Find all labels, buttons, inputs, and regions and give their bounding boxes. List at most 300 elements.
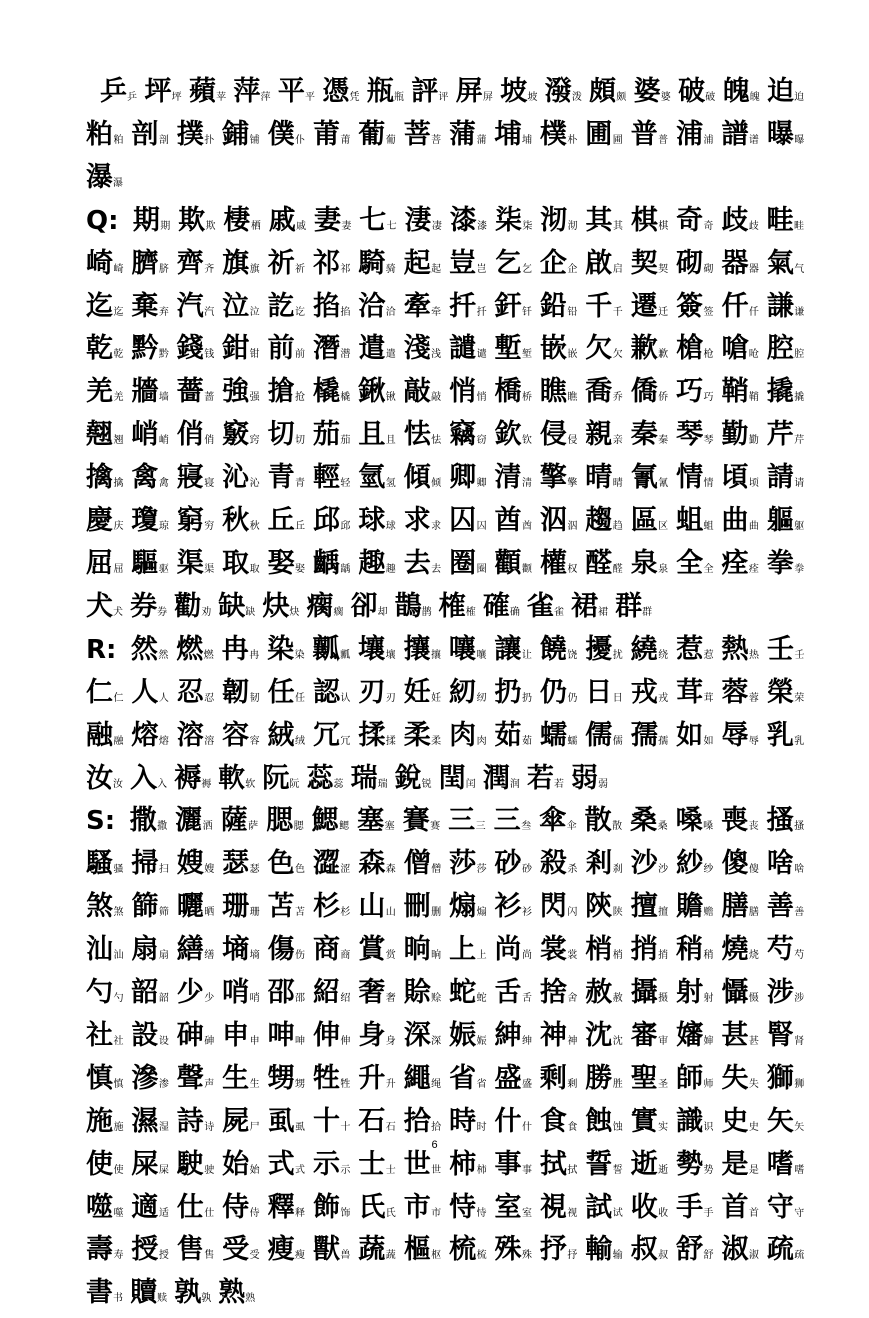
character-pair [86,1234,126,1266]
simplified-character: 栖 [250,220,262,232]
character-pair [358,1191,398,1223]
character-pair [721,333,761,365]
traditional-character: 七 [359,204,386,236]
character-pair [449,376,489,408]
character-pair [222,247,262,279]
traditional-character: 殺 [539,848,567,880]
traditional-character: 茄 [312,419,340,451]
traditional-character: 喪 [721,805,748,837]
traditional-character: 瓶 [366,76,393,107]
character-pair [403,1148,444,1180]
character-pair [358,1234,398,1266]
simplified-character: 妊 [431,692,442,704]
simplified-character: 沏 [567,220,579,232]
simplified-character: 钦 [521,435,533,447]
simplified-character: 入 [157,778,168,790]
traditional-character: 紗 [676,848,703,880]
traditional-character: 秋 [222,505,249,537]
simplified-character: 区 [658,521,669,533]
character-pair [312,719,353,751]
traditional-character: 臍 [131,247,158,279]
character-pair [539,247,580,279]
simplified-character: 审 [658,1035,669,1047]
character-pair [358,719,398,751]
traditional-character: 勢 [676,1148,703,1180]
character-pair [267,977,308,1009]
simplified-character: 掐 [340,306,351,318]
character-pair [394,590,434,622]
character-pair [449,891,489,923]
simplified-character: 柔 [431,735,442,747]
simplified-character: 起 [431,263,442,275]
simplified-character: 少 [204,993,215,1005]
character-pair [721,977,761,1009]
traditional-character: 熔 [131,719,158,751]
character-pair [721,1019,761,1051]
traditional-character: 剖 [131,118,158,150]
character-pair [131,676,171,708]
simplified-character: 啥 [794,864,805,876]
traditional-character: 慶 [86,505,113,537]
simplified-character: 浅 [431,349,442,361]
simplified-character: 省 [476,1078,487,1090]
traditional-character: 傻 [721,848,748,880]
traditional-character: 刃 [358,676,385,708]
simplified-character: 仕 [204,1207,215,1219]
character-pair [131,462,171,494]
character-pair [86,161,125,193]
character-pair [721,633,762,665]
traditional-character: 嫂 [176,848,204,880]
traditional-character: 擅 [630,891,658,923]
character-pair [131,505,171,537]
traditional-character: 泅 [539,505,567,537]
simplified-character: 收 [658,1207,669,1219]
traditional-character: 認 [312,676,340,708]
traditional-character: 熱 [721,633,748,665]
traditional-character: 肉 [449,719,476,751]
simplified-character: 伤 [295,950,306,962]
traditional-character: 喬 [585,376,612,408]
simplified-character: 舒 [703,1250,714,1262]
simplified-character: 乾 [113,349,124,361]
character-pair [585,247,625,279]
traditional-character: 祈 [267,247,294,279]
character-pair [403,118,444,150]
simplified-character: 捎 [658,950,669,962]
traditional-character: 聖 [630,1062,658,1094]
character-pair [676,1062,716,1094]
traditional-character: 然 [130,633,158,665]
character-pair [402,805,443,837]
traditional-character: 身 [358,1019,385,1051]
character-pair [630,505,671,537]
character-pair [176,1148,217,1180]
character-pair [86,1277,125,1309]
traditional-character: 泣 [222,290,249,322]
simplified-character: 洽 [385,306,397,318]
character-pair [676,977,716,1009]
simplified-character: 授 [158,1250,170,1262]
simplified-character: 侍 [249,1207,261,1219]
traditional-character: 迄 [86,290,113,322]
simplified-character: 婆 [660,92,671,103]
simplified-character: 弱 [598,778,609,790]
simplified-character: 颇 [616,92,627,103]
simplified-character: 群 [642,606,653,618]
traditional-character: 晌 [403,934,431,966]
traditional-character: 其 [585,204,612,236]
traditional-character: 鍬 [358,376,385,408]
character-pair [766,204,806,236]
character-pair [86,719,126,751]
character-pair [267,891,308,923]
traditional-character: 汽 [176,290,204,322]
traditional-character: 埔 [494,118,521,150]
simplified-character: 奇 [703,220,714,232]
simplified-character: 噬 [113,1207,124,1219]
simplified-character: 逝 [658,1164,669,1176]
simplified-character: 肾 [794,1035,805,1047]
simplified-character: 生 [249,1078,261,1090]
traditional-character: 拳 [766,547,794,579]
character-pair [86,977,126,1009]
character-pair [222,462,262,494]
simplified-character: 圃 [612,134,624,146]
simplified-character: 释 [295,1207,306,1219]
simplified-character: 畦 [794,220,804,232]
traditional-character: 清 [494,462,521,494]
character-pair [188,76,228,107]
traditional-character: 試 [585,1191,612,1223]
traditional-character: 粕 [86,118,113,150]
traditional-character: 巧 [676,376,703,408]
character-pair [144,76,183,107]
traditional-character: 球 [358,505,385,537]
simplified-character: 泣 [249,306,261,318]
traditional-character: 少 [176,977,204,1009]
simplified-character: 拳 [794,563,805,575]
traditional-character: 淒 [404,204,431,236]
character-pair [86,848,126,880]
character-pair [676,505,716,537]
character-pair [449,1148,489,1180]
simplified-character: 禽 [158,478,170,490]
character-pair [358,633,398,665]
character-pair [449,1062,489,1094]
character-pair [313,204,354,236]
simplified-character: 绍 [340,993,351,1005]
simplified-character: 泉 [658,563,669,575]
simplified-character: 纫 [476,692,487,704]
character-pair [630,1019,671,1051]
simplified-character: 赊 [431,993,442,1005]
character-pair [675,805,716,837]
character-pair [358,1062,398,1094]
traditional-character: 頗 [589,76,616,107]
traditional-character: 熟 [218,1277,245,1309]
simplified-character: 衫 [521,907,533,919]
traditional-character: 邵 [267,977,294,1009]
simplified-character: 桑 [657,821,669,833]
simplified-character: 峭 [158,435,170,447]
character-pair [86,333,126,365]
traditional-character: 瘦 [267,1234,294,1266]
simplified-character: 涩 [340,864,351,876]
traditional-character: 旗 [222,247,249,279]
character-pair [676,1234,716,1266]
traditional-character: 牲 [312,1062,340,1094]
simplified-character: 惹 [703,649,715,661]
simplified-character: 然 [158,649,169,661]
simplified-character: 旗 [249,263,261,275]
character-pair [494,934,535,966]
character-pair [277,76,317,107]
traditional-character: 閃 [539,891,567,923]
traditional-character: 瑞 [350,762,377,794]
simplified-character: 迁 [658,306,669,318]
simplified-character: 赛 [430,821,441,833]
character-pair [721,1148,761,1180]
character-pair [493,805,534,837]
traditional-character: 僑 [630,376,658,408]
simplified-character: 趋 [612,521,624,533]
character-pair [403,1191,444,1223]
character-pair [721,118,761,150]
character-pair [585,1062,625,1094]
character-pair [358,934,398,966]
simplified-character: 齐 [204,263,215,275]
character-pair [676,1148,716,1180]
simplified-character: 揉 [385,735,397,747]
character-pair [494,1062,535,1094]
character-pair [86,1062,126,1094]
simplified-character: 强 [249,392,261,404]
simplified-character: 牲 [340,1078,351,1090]
traditional-character: 裙 [571,590,598,622]
simplified-character: 施 [113,1121,124,1133]
character-pair [86,590,125,622]
simplified-character: 虱 [295,1121,306,1133]
traditional-character: 全 [676,547,703,579]
simplified-character: 日 [612,692,624,704]
character-pair [449,419,489,451]
character-pair [131,547,171,579]
character-pair [311,805,352,837]
simplified-character: 氰 [658,478,669,490]
simplified-character: 钎 [521,306,533,318]
simplified-character: 润 [509,778,520,790]
traditional-character: 酋 [494,505,521,537]
character-pair [358,376,398,408]
character-pair [131,977,171,1009]
traditional-character: 贖 [130,1277,157,1309]
traditional-character: 善 [766,891,794,923]
character-pair [585,633,625,665]
simplified-character: 荣 [794,692,805,704]
traditional-character: 迫 [767,76,794,107]
character-pair [267,118,308,150]
simplified-character: 嫂 [204,864,215,876]
simplified-character: 渠 [204,563,215,575]
traditional-character: 奇 [676,204,703,236]
simplified-character: 萨 [248,821,259,833]
traditional-character: 遣 [358,333,385,365]
simplified-character: 叁 [521,821,532,833]
traditional-character: 式 [267,1148,294,1180]
section-letter: R: [86,634,117,665]
simplified-character: 瀑 [113,177,123,189]
traditional-character: 蔬 [358,1234,385,1266]
traditional-character: 欠 [585,333,612,365]
traditional-character: 收 [630,1191,658,1223]
traditional-character: 氣 [766,247,794,279]
traditional-character: 石 [358,1105,385,1137]
simplified-character: 窍 [249,435,261,447]
character-pair [403,1062,444,1094]
traditional-character: 扔 [494,676,521,708]
traditional-character: 親 [585,419,612,451]
simplified-character: 僧 [431,864,442,876]
traditional-character: 芹 [766,419,794,451]
traditional-character: 韶 [131,977,158,1009]
character-pair [222,419,262,451]
simplified-character: 尚 [521,950,533,962]
traditional-character: 哨 [222,977,249,1009]
traditional-character: 青 [267,462,294,494]
simplified-character: 式 [295,1164,306,1176]
simplified-character: 柿 [476,1164,487,1176]
simplified-character: 舍 [567,993,578,1005]
simplified-character: 绒 [295,735,306,747]
character-pair [494,547,535,579]
traditional-character: 侵 [539,419,567,451]
traditional-character: 企 [539,247,567,279]
simplified-character: 囚 [476,521,487,533]
simplified-character: 十 [340,1121,351,1133]
character-pair [312,891,353,923]
character-pair [312,676,353,708]
traditional-character: 稍 [676,934,703,966]
simplified-character: 煽 [476,907,487,919]
simplified-character: 傻 [748,864,760,876]
simplified-character: 恃 [476,1207,487,1219]
character-pair [585,462,625,494]
character-pair [676,204,716,236]
character-pair [721,719,761,751]
character-pair [449,977,489,1009]
character-pair [176,333,217,365]
character-pair [630,805,670,837]
traditional-character: 屏 [455,76,482,107]
character-pair [630,547,671,579]
character-pair [403,505,444,537]
simplified-character: 闪 [567,907,578,919]
traditional-character: 三 [448,805,475,837]
traditional-character: 坡 [500,76,527,107]
character-pair [449,505,489,537]
traditional-character: 紉 [449,676,476,708]
character-pair [766,633,806,665]
traditional-character: 扦 [449,290,476,322]
character-pair [630,462,671,494]
simplified-character: 秋 [249,521,261,533]
simplified-character: 戚 [296,220,307,232]
traditional-character: 鰓 [311,805,339,837]
character-pair [482,762,522,794]
traditional-character: 疏 [766,1234,794,1266]
simplified-character: 请 [794,478,805,490]
character-pair [539,333,580,365]
character-pair [130,590,169,622]
character-pair [222,290,262,322]
simplified-character: 酋 [521,521,533,533]
character-pair [539,290,580,322]
traditional-character: 沏 [540,204,567,236]
traditional-character: 欺 [178,204,205,236]
simplified-character: 示 [340,1164,351,1176]
traditional-character: 售 [176,1234,204,1266]
character-pair [312,290,353,322]
simplified-character: 杀 [567,864,578,876]
traditional-character: 始 [222,1148,249,1180]
simplified-character: 擅 [658,907,669,919]
traditional-character: 弱 [571,762,598,794]
traditional-character: 妊 [403,676,431,708]
traditional-character: 乒 [100,76,127,107]
character-pair [449,934,489,966]
simplified-character: 赏 [385,950,397,962]
traditional-character: 伸 [312,1019,340,1051]
character-pair [176,1191,217,1223]
traditional-character: 蘋 [188,76,216,107]
simplified-character: 矢 [794,1121,805,1133]
character-pair [449,1019,489,1051]
traditional-character: 忍 [176,676,204,708]
simplified-character: 胜 [612,1078,624,1090]
traditional-character: 葡 [358,118,385,150]
simplified-character: 陕 [612,907,624,919]
traditional-character: 權 [539,547,567,579]
traditional-character: 叔 [630,1234,658,1266]
character-pair [358,462,398,494]
simplified-character: 平 [305,92,316,103]
traditional-character: 啥 [766,848,794,880]
traditional-character: 崎 [86,247,113,279]
simplified-character: 埔 [521,134,533,146]
traditional-character: 慎 [86,1062,113,1094]
simplified-character: 轻 [340,478,351,490]
traditional-character: 仟 [721,290,748,322]
traditional-character: 生 [222,1062,249,1094]
simplified-character: 事 [521,1164,533,1176]
traditional-character: 趨 [585,505,612,537]
traditional-character: 橋 [494,376,521,408]
character-pair [312,633,353,665]
traditional-character: 寢 [176,462,204,494]
traditional-character: 嚷 [448,633,476,665]
simplified-character: 确 [509,606,520,618]
character-pair [176,1105,217,1137]
character-pair [630,1234,671,1266]
character-pair [86,1148,126,1180]
simplified-character: 诗 [204,1121,215,1133]
simplified-character: 鞘 [748,392,760,404]
character-pair [267,633,307,665]
simplified-character: 筛 [158,907,170,919]
simplified-character: 卿 [476,478,487,490]
simplified-character: 慎 [113,1078,124,1090]
